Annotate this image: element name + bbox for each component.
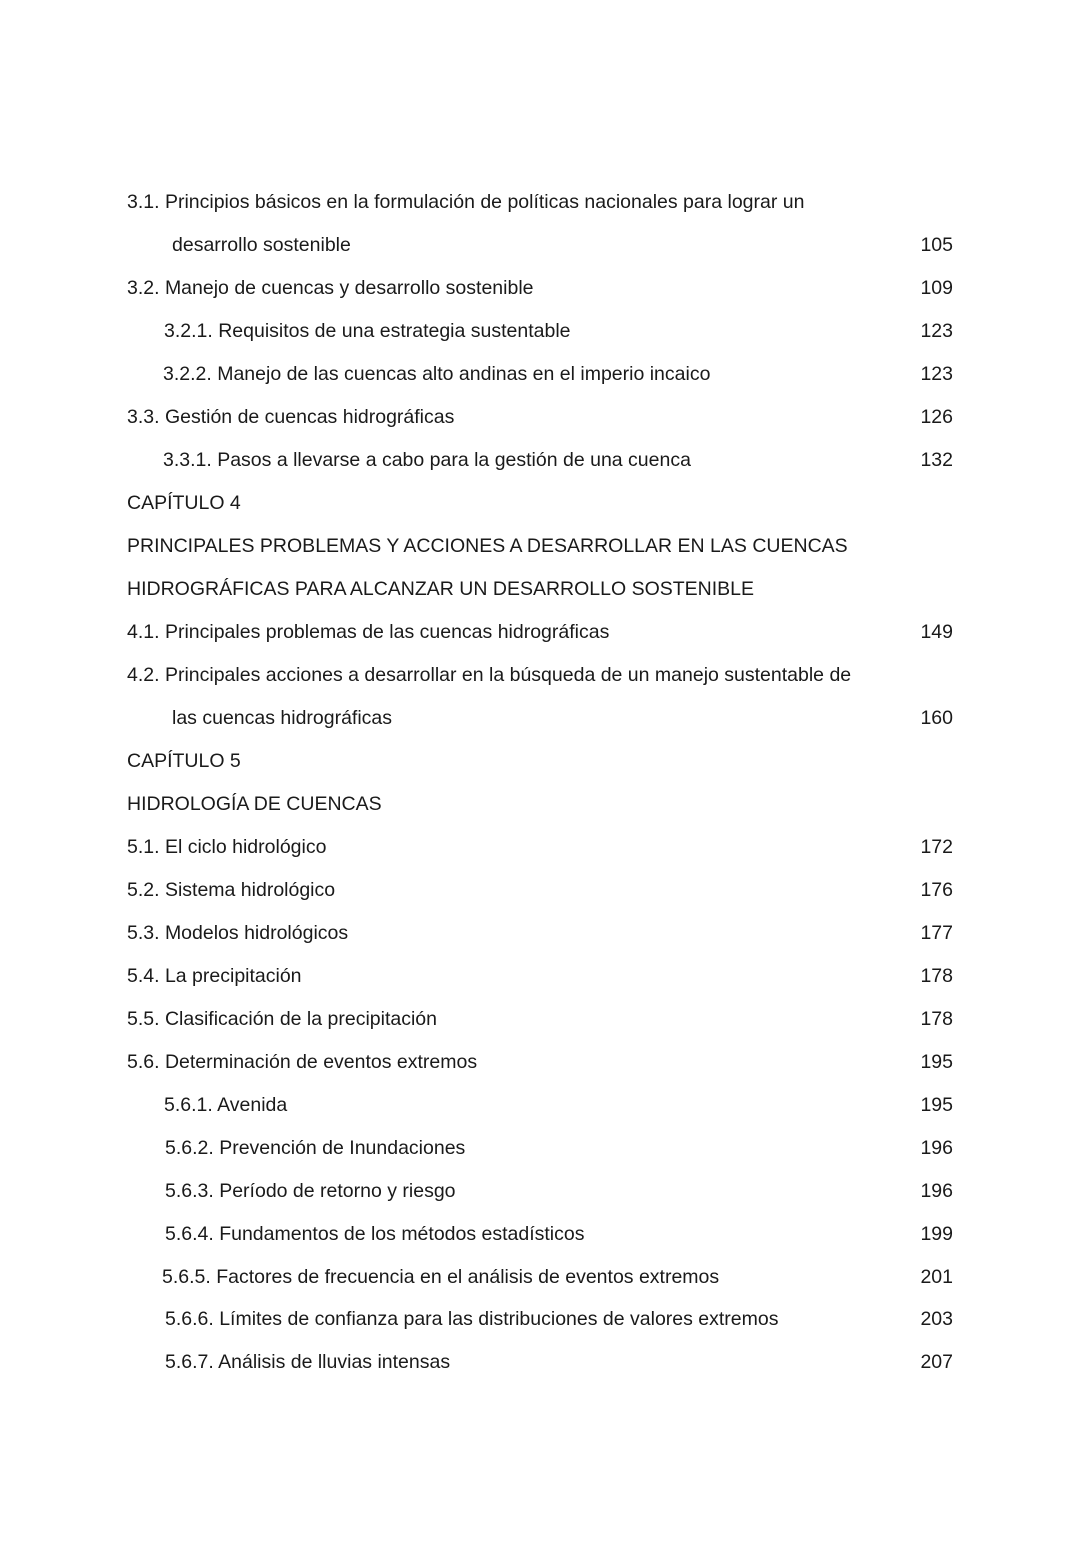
toc-entry xyxy=(0,359,1080,389)
toc-entry xyxy=(0,875,1080,905)
toc-page-number: 178 xyxy=(920,1008,953,1030)
toc-page-number: 132 xyxy=(920,449,953,471)
toc-page-number: 126 xyxy=(920,406,953,428)
toc-entry-title: desarrollo sostenible xyxy=(172,234,351,256)
toc-page-number: 195 xyxy=(920,1051,953,1073)
toc-entry xyxy=(0,617,1080,647)
toc-entry xyxy=(0,1176,1080,1206)
toc-page-number: 207 xyxy=(920,1351,953,1373)
toc-entry-title: 3.2.2. Manejo de las cuencas alto andinas en el imperio incaico xyxy=(163,363,711,385)
toc-entry-title: CAPÍTULO 5 xyxy=(127,750,241,772)
toc-entry xyxy=(0,918,1080,948)
toc-entry xyxy=(0,273,1080,303)
toc-entry xyxy=(0,1090,1080,1120)
toc-entry xyxy=(0,1219,1080,1249)
toc-entry-title: HIDROLOGÍA DE CUENCAS xyxy=(127,793,382,815)
toc-page-number: 123 xyxy=(920,320,953,342)
toc-entry xyxy=(0,703,1080,733)
toc-entry-title: 5.6.7. Análisis de lluvias intensas xyxy=(165,1351,451,1373)
toc-entry-title: 4.2. Principales acciones a desarrollar en la búsqueda de un manejo sustentable de xyxy=(127,664,852,686)
toc-entry xyxy=(0,1347,1080,1377)
toc-entry-title: PRINCIPALES PROBLEMAS Y ACCIONES A DESARROLLAR EN LAS CUENCAS xyxy=(127,535,848,557)
toc-entry-title: 3.2.1. Requisitos de una estrategia sustentable xyxy=(164,320,571,342)
toc-page-number: 195 xyxy=(920,1094,953,1116)
toc-heading xyxy=(0,488,1080,518)
toc-entry-title: 5.1. El ciclo hidrológico xyxy=(127,836,327,858)
toc-entry-title: CAPÍTULO 4 xyxy=(127,492,241,514)
toc-entry-title: 3.3.1. Pasos a llevarse a cabo para la gestión de una cuenca xyxy=(163,449,691,471)
toc-entry-title: 5.6. Determinación de eventos extremos xyxy=(127,1051,478,1073)
toc-entry xyxy=(0,316,1080,346)
toc-heading xyxy=(0,660,1080,690)
toc-heading xyxy=(0,187,1080,217)
toc-entry-title: 3.1. Principios básicos en la formulación de políticas nacionales para lograr un xyxy=(127,191,805,213)
toc-entry xyxy=(0,445,1080,475)
toc-page-number: 199 xyxy=(920,1223,953,1245)
toc-entry xyxy=(0,1304,1080,1334)
toc-entry xyxy=(0,832,1080,862)
toc-heading xyxy=(0,746,1080,776)
toc-page-number: 196 xyxy=(920,1180,953,1202)
toc-entry xyxy=(0,1004,1080,1034)
toc-entry xyxy=(0,1262,1080,1292)
toc-page-number: 177 xyxy=(920,922,953,944)
toc-page-number: 203 xyxy=(920,1308,953,1330)
toc-entry xyxy=(0,1133,1080,1163)
toc-entry-title: 5.5. Clasificación de la precipitación xyxy=(127,1008,438,1030)
toc-entry-title: 5.6.2. Prevención de Inundaciones xyxy=(165,1137,466,1159)
toc-entry xyxy=(0,402,1080,432)
toc-entry-title: las cuencas hidrográficas xyxy=(172,707,393,729)
toc-page-number: 160 xyxy=(920,707,953,729)
toc-entry-title: 5.6.1. Avenida xyxy=(164,1094,288,1116)
toc-page-number: 172 xyxy=(920,836,953,858)
toc-entry-title: 5.6.3. Período de retorno y riesgo xyxy=(165,1180,456,1202)
toc-entry-title: 5.6.6. Límites de confianza para las distribuciones de valores extremos xyxy=(165,1308,779,1330)
toc-page-number: 123 xyxy=(920,363,953,385)
toc-entry-title: HIDROGRÁFICAS PARA ALCANZAR UN DESARROLLO SOSTENIBLE xyxy=(127,578,755,600)
toc-entry-title: 5.6.4. Fundamentos de los métodos estadísticos xyxy=(165,1223,585,1245)
toc-page-number: 201 xyxy=(920,1266,953,1288)
toc-entry-title: 5.3. Modelos hidrológicos xyxy=(127,922,349,944)
toc-entry-title: 3.2. Manejo de cuencas y desarrollo sostenible xyxy=(127,277,534,299)
toc-page-number: 149 xyxy=(920,621,953,643)
toc-entry-title: 5.4. La precipitación xyxy=(127,965,302,987)
toc-entry-title: 5.6.5. Factores de frecuencia en el análisis de eventos extremos xyxy=(162,1266,720,1288)
toc-entry xyxy=(0,961,1080,991)
toc-page-number: 178 xyxy=(920,965,953,987)
toc-entry xyxy=(0,230,1080,260)
toc-page-number: 105 xyxy=(920,234,953,256)
toc-entry-title: 5.2. Sistema hidrológico xyxy=(127,879,336,901)
toc-entry-title: 4.1. Principales problemas de las cuencas hidrográficas xyxy=(127,621,610,643)
toc-page-number: 109 xyxy=(920,277,953,299)
toc-entry xyxy=(0,1047,1080,1077)
toc-heading xyxy=(0,574,1080,604)
toc-page-number: 196 xyxy=(920,1137,953,1159)
toc-page-number: 176 xyxy=(920,879,953,901)
toc-entry-title: 3.3. Gestión de cuencas hidrográficas xyxy=(127,406,455,428)
toc-heading xyxy=(0,531,1080,561)
toc-heading xyxy=(0,789,1080,819)
